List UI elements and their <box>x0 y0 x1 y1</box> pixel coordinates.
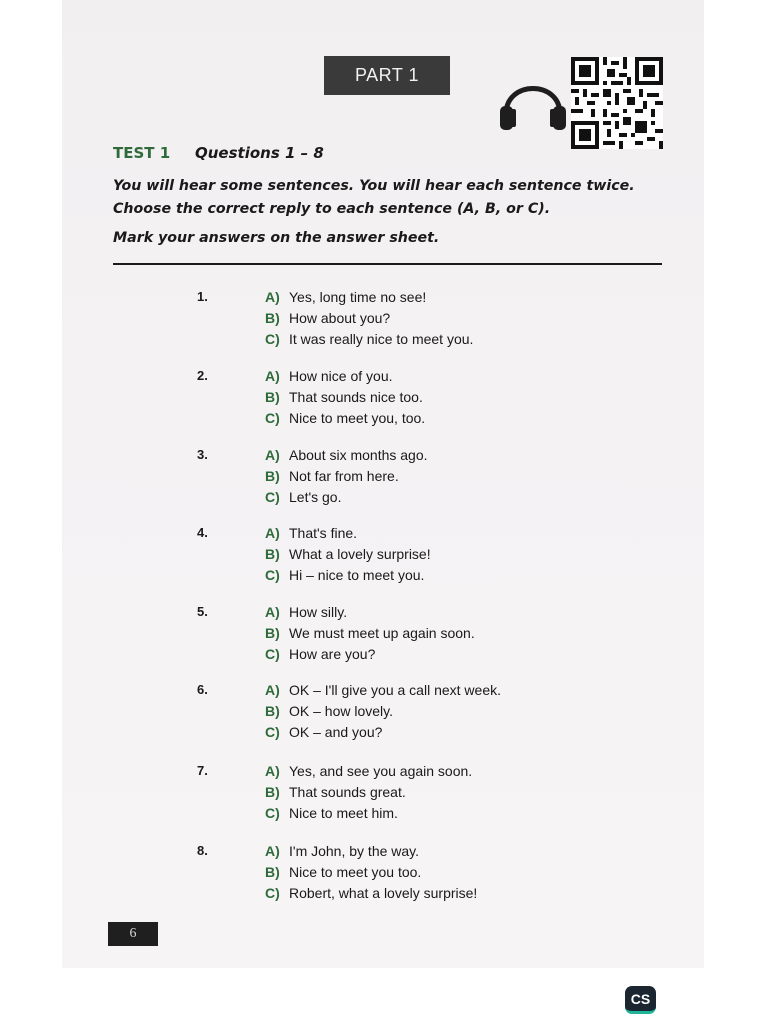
answer-option[interactable] <box>265 679 501 700</box>
option-letter: B) <box>265 309 280 326</box>
answer-option[interactable] <box>265 760 472 781</box>
test-label: TEST 1 <box>113 144 171 162</box>
option-text: OK – I'll give you a call next week. <box>289 681 501 698</box>
question-item <box>0 444 700 510</box>
question-number: 8. <box>197 843 208 858</box>
app-badge[interactable]: CS <box>625 986 656 1014</box>
answer-option[interactable] <box>265 543 431 564</box>
option-text: Yes, and see you again soon. <box>289 762 473 779</box>
question-number: 7. <box>197 763 208 778</box>
option-letter: A) <box>265 524 280 541</box>
part-label: PART 1 <box>324 56 450 95</box>
answer-option[interactable] <box>265 286 426 307</box>
instructions-line: You will hear some sentences. You will hear each sentence twice. Choose the correct reply to each sentence (A, B, or C). <box>113 178 635 217</box>
option-letter: C) <box>265 409 280 426</box>
questions-range: Questions 1 – 8 <box>195 144 324 162</box>
question-item <box>0 522 700 588</box>
option-letter: C) <box>265 645 280 662</box>
question-number: 3. <box>197 447 208 462</box>
option-text: It was really nice to meet you. <box>289 330 474 347</box>
option-text: Robert, what a lovely surprise! <box>289 884 478 901</box>
answer-option[interactable] <box>265 444 428 465</box>
headphones-icon <box>498 72 568 132</box>
option-letter: A) <box>265 681 280 698</box>
answer-option[interactable] <box>265 307 390 328</box>
option-letter: B) <box>265 388 280 405</box>
option-letter: A) <box>265 603 280 620</box>
answer-option[interactable] <box>265 622 475 643</box>
instructions <box>113 175 673 250</box>
option-text: What a lovely surprise! <box>289 545 431 562</box>
qr-code-icon <box>571 57 663 149</box>
answer-option[interactable] <box>265 643 375 664</box>
option-letter: C) <box>265 566 280 583</box>
answer-option[interactable] <box>265 840 419 861</box>
option-letter: A) <box>265 762 280 779</box>
answer-option[interactable] <box>265 861 421 882</box>
option-letter: A) <box>265 367 280 384</box>
question-item <box>0 365 700 431</box>
option-letter: B) <box>265 545 280 562</box>
question-item <box>0 840 700 906</box>
option-text: OK – how lovely. <box>289 702 394 719</box>
instructions-line: Mark your answers on the answer sheet. <box>113 230 440 246</box>
option-text: That sounds great. <box>289 783 406 800</box>
option-letter: C) <box>265 330 280 347</box>
option-letter: B) <box>265 702 280 719</box>
question-number: 6. <box>197 682 208 697</box>
answer-option[interactable] <box>265 407 425 428</box>
option-text: Not far from here. <box>289 467 399 484</box>
answer-option[interactable] <box>265 328 473 349</box>
option-letter: C) <box>265 488 280 505</box>
option-letter: B) <box>265 467 280 484</box>
option-letter: B) <box>265 863 280 880</box>
option-text: I'm John, by the way. <box>289 842 420 859</box>
question-number: 1. <box>197 289 208 304</box>
answer-option[interactable] <box>265 564 424 585</box>
answer-option[interactable] <box>265 721 382 742</box>
option-text: Yes, long time no see! <box>289 288 427 305</box>
option-text: That sounds nice too. <box>289 388 423 405</box>
divider <box>113 263 662 265</box>
option-letter: C) <box>265 884 280 901</box>
answer-option[interactable] <box>265 365 393 386</box>
option-text: How about you? <box>289 309 391 326</box>
option-text: Nice to meet you, too. <box>289 409 426 426</box>
option-text: OK – and you? <box>289 723 383 740</box>
option-text: Nice to meet him. <box>289 804 398 821</box>
answer-option[interactable] <box>265 522 357 543</box>
question-item <box>0 601 700 667</box>
option-letter: A) <box>265 842 280 859</box>
question-number: 5. <box>197 604 208 619</box>
option-text: How silly. <box>289 603 348 620</box>
option-text: About six months ago. <box>289 446 428 463</box>
answer-option[interactable] <box>265 386 423 407</box>
answer-option[interactable] <box>265 601 347 622</box>
option-text: Let's go. <box>289 488 342 505</box>
answer-option[interactable] <box>265 882 477 903</box>
option-letter: B) <box>265 624 280 641</box>
answer-option[interactable] <box>265 486 342 507</box>
question-item <box>0 760 700 826</box>
question-item <box>0 679 700 745</box>
option-letter: A) <box>265 446 280 463</box>
question-item <box>0 286 700 352</box>
answer-option[interactable] <box>265 700 393 721</box>
option-text: How are you? <box>289 645 376 662</box>
option-text: Nice to meet you too. <box>289 863 422 880</box>
option-text: We must meet up again soon. <box>289 624 475 641</box>
question-number: 4. <box>197 525 208 540</box>
question-number: 2. <box>197 368 208 383</box>
option-letter: C) <box>265 723 280 740</box>
option-letter: A) <box>265 288 280 305</box>
option-text: How nice of you. <box>289 367 393 384</box>
option-text: That's fine. <box>289 524 358 541</box>
page-number: 6 <box>108 922 158 946</box>
answer-option[interactable] <box>265 802 398 823</box>
answer-option[interactable] <box>265 781 406 802</box>
answer-option[interactable] <box>265 465 399 486</box>
option-text: Hi – nice to meet you. <box>289 566 425 583</box>
option-letter: B) <box>265 783 280 800</box>
option-letter: C) <box>265 804 280 821</box>
